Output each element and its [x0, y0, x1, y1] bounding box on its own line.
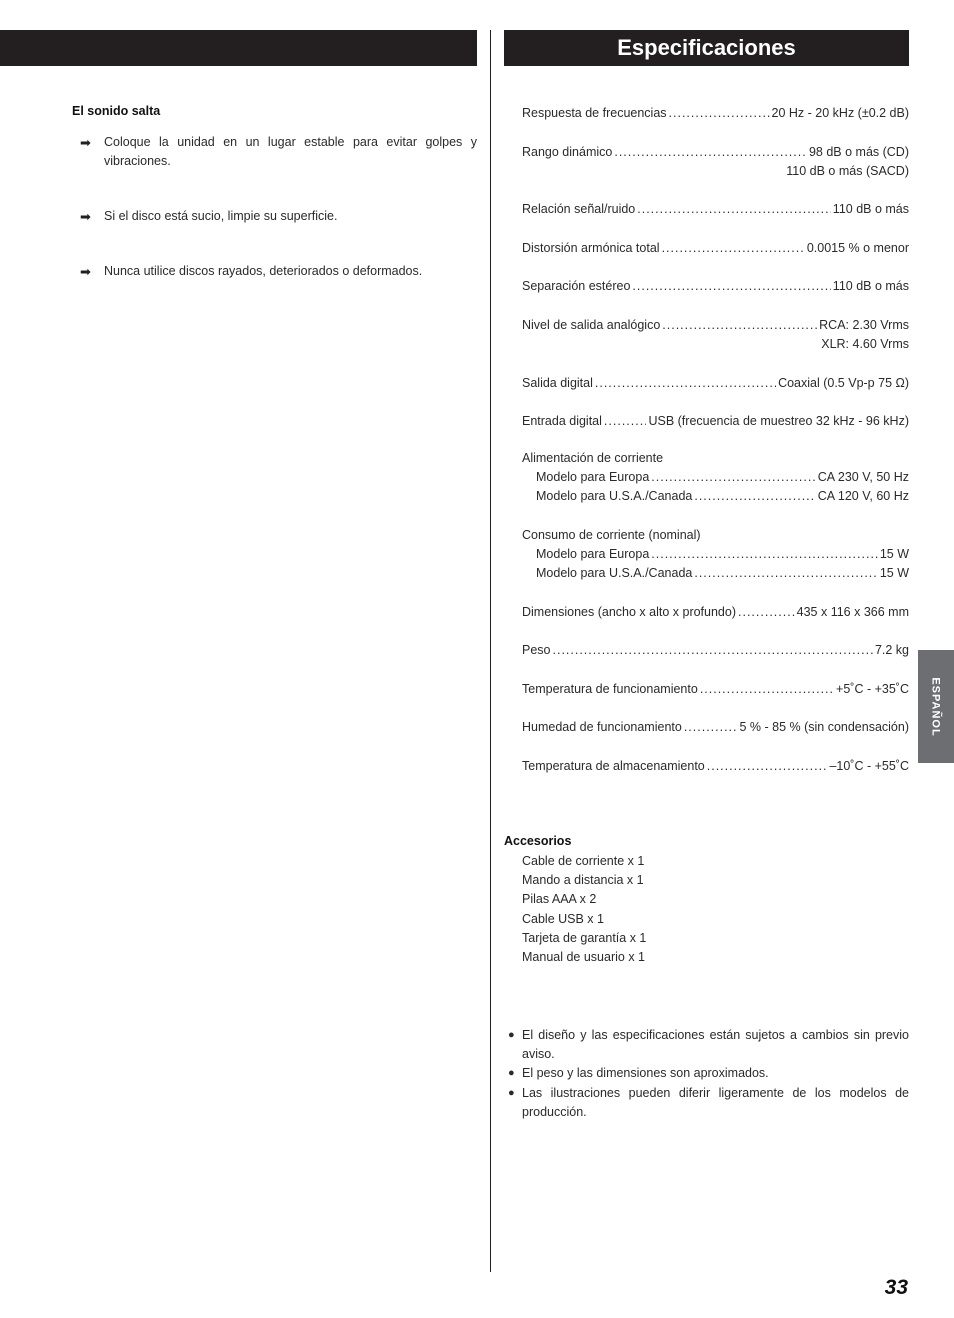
arrow-right-icon: ➡ — [80, 264, 91, 279]
spec-label: Alimentación de corriente — [522, 451, 664, 465]
accessories-list — [522, 852, 646, 967]
left-header-bar — [0, 30, 477, 66]
bullet-icon: ● — [508, 1067, 515, 1079]
language-tab — [918, 650, 954, 763]
spec-label: Distorsión armónica total — [522, 241, 660, 255]
note-item — [508, 1084, 909, 1122]
arrow-right-icon: ➡ — [80, 209, 91, 224]
spec-label: Dimensiones (ancho x alto x profundo) — [522, 605, 737, 619]
section-title: El sonido salta — [72, 104, 161, 118]
page-title: Especificaciones — [504, 30, 909, 66]
spec-label: Temperatura de funcionamiento — [522, 682, 698, 696]
arrow-right-icon: ➡ — [80, 135, 91, 150]
tip-item — [80, 207, 477, 226]
spec-snr — [522, 200, 909, 219]
list-item: Manual de usuario x 1 — [522, 950, 645, 965]
list-item: Mando a distancia x 1 — [522, 873, 644, 888]
spec-label: Modelo para Europa — [536, 547, 650, 561]
spec-value: 110 dB o más — [832, 279, 909, 293]
spec-value: XLR: 4.60 Vrms — [821, 337, 909, 351]
spec-value: Coaxial (0.5 Vp-p 75 Ω) — [778, 376, 909, 390]
language-tab-label: ESPAÑOL — [930, 676, 943, 737]
spec-digital-output — [522, 374, 909, 393]
spec-label: Modelo para U.S.A./Canada — [536, 489, 693, 503]
spec-value: 15 W — [879, 566, 909, 580]
spec-value: 110 dB o más (SACD) — [786, 164, 909, 178]
spec-value: CA 230 V, 50 Hz — [817, 470, 909, 484]
note-item — [508, 1064, 909, 1083]
spec-value: 435 x 116 x 366 mm — [796, 605, 909, 619]
spec-label: Nivel de salida analógico — [522, 318, 661, 332]
spec-label: Salida digital — [522, 376, 593, 390]
spec-label: Entrada digital — [522, 414, 602, 428]
spec-label: Separación estéreo — [522, 279, 631, 293]
note-text: El peso y las dimensiones son aproximados. — [522, 1066, 769, 1080]
spec-value: 15 W — [879, 547, 909, 561]
list-item: Cable USB x 1 — [522, 911, 604, 926]
spec-label: Consumo de corriente (nominal) — [522, 528, 701, 542]
column-divider — [490, 30, 491, 1272]
spec-power-supply — [522, 449, 909, 506]
list-item: Cable de corriente x 1 — [522, 854, 645, 868]
spec-value: CA 120 V, 60 Hz — [817, 489, 909, 503]
accessories-title: Accesorios — [504, 834, 572, 848]
spec-operating-humidity — [522, 718, 909, 737]
spec-label: Modelo para Europa — [536, 470, 650, 484]
spec-analog-output — [522, 316, 909, 354]
tip-item — [80, 262, 477, 281]
spec-operating-temperature — [522, 680, 909, 699]
spec-label: Modelo para U.S.A./Canada — [536, 566, 693, 580]
spec-value: 98 dB o más (CD) — [808, 145, 909, 159]
spec-label: Humedad de funcionamiento — [522, 720, 682, 734]
tip-text: Nunca utilice discos rayados, deteriorados o deformados. — [104, 264, 423, 278]
note-item — [508, 1026, 909, 1064]
spec-value: 7.2 kg — [874, 643, 909, 657]
tip-item — [80, 133, 477, 171]
spec-label: Relación señal/ruido — [522, 202, 636, 216]
spec-label: Temperatura de almacenamiento — [522, 759, 705, 773]
page-number: 33 — [884, 1276, 908, 1299]
spec-label: Rango dinámico — [522, 145, 613, 159]
spec-stereo-separation — [522, 277, 909, 296]
bullet-icon: ● — [508, 1087, 515, 1099]
spec-digital-input — [522, 412, 909, 431]
spec-value: –10˚C - +55˚C — [829, 759, 909, 773]
note-text: El diseño y las especificaciones están sujetos a cambios sin previo aviso. — [522, 1028, 909, 1061]
spec-dynamic-range — [522, 143, 909, 181]
spec-weight — [522, 641, 909, 660]
list-item: Tarjeta de garantía x 1 — [522, 930, 647, 945]
bullet-icon: ● — [508, 1029, 515, 1041]
spec-value: USB (frecuencia de muestreo 32 kHz - 96 kHz) — [648, 414, 909, 428]
spec-power-consumption — [522, 526, 909, 583]
spec-value: RCA: 2.30 Vrms — [819, 318, 909, 332]
spec-thd — [522, 239, 909, 258]
spec-frequency-response — [522, 104, 909, 123]
spec-value: +5˚C - +35˚C — [836, 682, 909, 696]
note-text: Las ilustraciones pueden diferir ligeramente de los modelos de producción. — [522, 1086, 909, 1119]
list-item: Pilas AAA x 2 — [522, 892, 597, 907]
spec-value: 0.0015 % o menor — [806, 241, 909, 255]
spec-dimensions — [522, 603, 909, 622]
tip-text: Coloque la unidad en un lugar estable para evitar golpes y vibraciones. — [104, 135, 477, 168]
spec-value: 20 Hz - 20 kHz (±0.2 dB) — [771, 106, 909, 120]
spec-label: Respuesta de frecuencias — [522, 106, 667, 120]
spec-value: 5 % - 85 % (sin condensación) — [739, 720, 909, 734]
spec-value: 110 dB o más — [832, 202, 909, 216]
tip-text: Si el disco está sucio, limpie su superficie. — [104, 209, 338, 223]
spec-storage-temperature — [522, 757, 909, 776]
spec-label: Peso — [522, 643, 551, 657]
